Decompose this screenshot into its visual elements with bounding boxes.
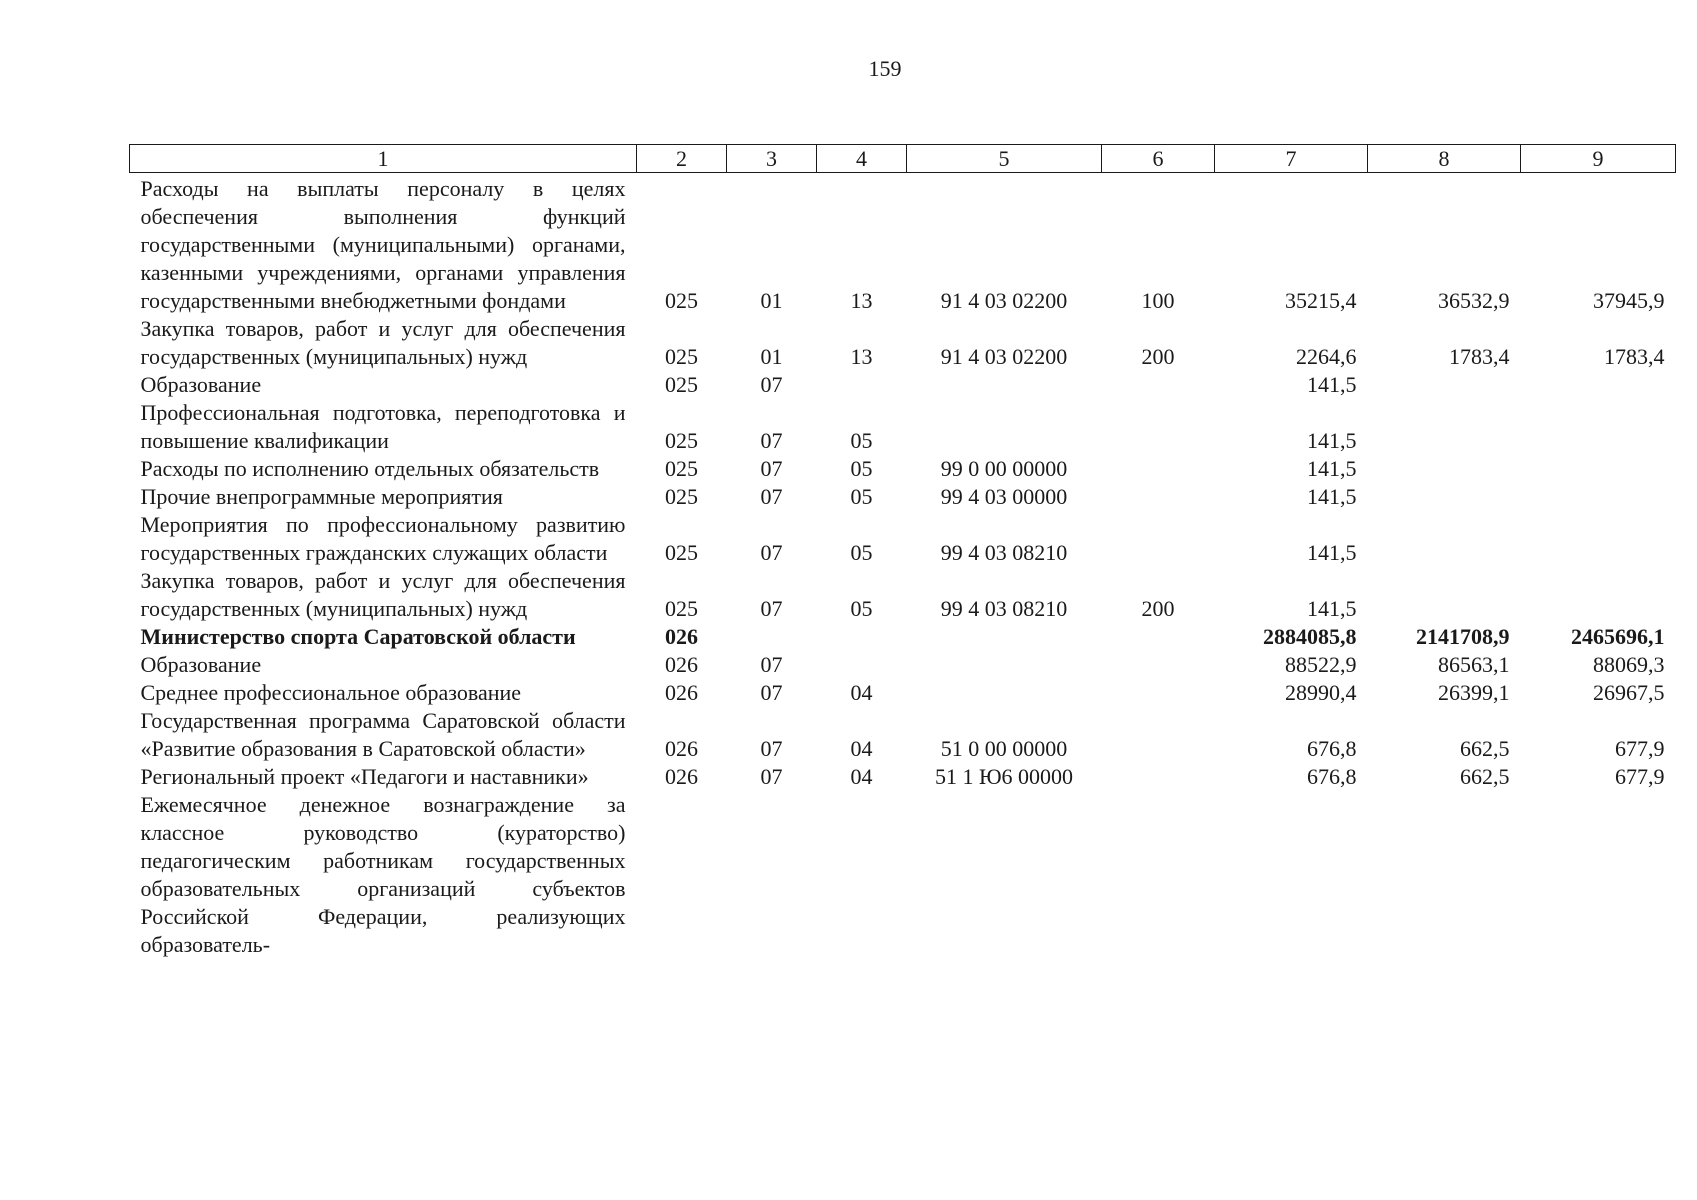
- table-row: [130, 707, 1676, 763]
- amount-col7-cell: 141,5: [1307, 484, 1357, 509]
- subsection-code-cell: 04: [850, 764, 873, 789]
- amount-col9-cell: 677,9: [1615, 764, 1665, 789]
- header-cell: 1: [130, 145, 637, 173]
- subsection-code-cell: 05: [850, 484, 873, 509]
- admin-code-cell: 026: [665, 624, 698, 649]
- amount-col7-cell: 676,8: [1307, 736, 1357, 761]
- header-cell: 3: [727, 145, 817, 173]
- row-name-cell: Мероприятия по профессиональному развитию государственных гражданских служащих области: [140, 512, 626, 565]
- subsection-code-cell: 05: [850, 456, 873, 481]
- amount-col7-cell: [1215, 791, 1368, 959]
- admin-code-cell: 025: [665, 288, 698, 313]
- row-name-cell: Закупка товаров, работ и услуг для обеспечения государственных (муниципальных) нужд: [140, 568, 626, 621]
- expense-type-cell: 200: [1141, 596, 1175, 621]
- subsection-code-cell: [817, 651, 907, 679]
- target-article-cell: [907, 399, 1102, 455]
- subsection-code-cell: 13: [850, 288, 873, 313]
- row-name-cell: Ежемесячное денежное вознаграждение за классное руководство (кураторство) педагогическим работникам государственных образовательных организаций субъектов Российской Федерации, реализующих образователь-: [140, 792, 626, 957]
- expense-type-cell: 100: [1141, 288, 1175, 313]
- row-name-cell: Профессиональная подготовка, переподготовка и повышение квалификации: [140, 400, 626, 453]
- subsection-code-cell: [817, 791, 907, 959]
- amount-col9-cell: [1521, 567, 1676, 623]
- amount-col9-cell: [1521, 455, 1676, 483]
- target-article-cell: 99 0 00 00000: [940, 456, 1068, 481]
- section-code-cell: 01: [760, 288, 783, 313]
- table-row: [130, 791, 1676, 959]
- table-row: [130, 651, 1676, 679]
- amount-col9-cell: 37945,9: [1593, 288, 1665, 313]
- admin-code-cell: 025: [665, 372, 698, 397]
- section-code-cell: 07: [760, 428, 783, 453]
- subsection-code-cell: 13: [850, 344, 873, 369]
- target-article-cell: 51 1 Ю6 00000: [934, 764, 1074, 789]
- amount-col9-cell: [1521, 511, 1676, 567]
- amount-col7-cell: 28990,4: [1285, 680, 1357, 705]
- section-code-cell: 07: [760, 484, 783, 509]
- admin-code-cell: 025: [665, 344, 698, 369]
- amount-col8-cell: [1368, 399, 1521, 455]
- row-name-cell: Образование: [140, 372, 262, 397]
- amount-col7-cell: 141,5: [1307, 372, 1357, 397]
- amount-col9-cell: [1521, 371, 1676, 399]
- amount-col8-cell: [1368, 371, 1521, 399]
- amount-col8-cell: [1368, 567, 1521, 623]
- amount-col9-cell: [1521, 399, 1676, 455]
- table-row: [130, 679, 1676, 707]
- section-code-cell: 07: [760, 372, 783, 397]
- admin-code-cell: 026: [665, 736, 698, 761]
- subsection-code-cell: 04: [850, 680, 873, 705]
- section-code-cell: 07: [760, 540, 783, 565]
- amount-col9-cell: 26967,5: [1593, 680, 1665, 705]
- section-code-cell: 07: [760, 764, 783, 789]
- subsection-code-cell: [817, 371, 907, 399]
- target-article-cell: 99 4 03 08210: [940, 540, 1068, 565]
- section-code-cell: 07: [760, 736, 783, 761]
- amount-col8-cell: 2141708,9: [1416, 624, 1510, 649]
- header-cell: 2: [637, 145, 727, 173]
- target-article-cell: [907, 791, 1102, 959]
- row-name-cell: Закупка товаров, работ и услуг для обеспечения государственных (муниципальных) нужд: [140, 316, 626, 369]
- amount-col7-cell: 88522,9: [1285, 652, 1357, 677]
- amount-col7-cell: 141,5: [1307, 540, 1357, 565]
- table-row: [130, 623, 1676, 651]
- expense-type-cell: [1102, 791, 1215, 959]
- target-article-cell: 99 4 03 00000: [940, 484, 1068, 509]
- subsection-code-cell: 05: [850, 428, 873, 453]
- section-code-cell: 01: [760, 344, 783, 369]
- subsection-code-cell: [817, 623, 907, 651]
- section-code-cell: 07: [760, 596, 783, 621]
- subsection-code-cell: 04: [850, 736, 873, 761]
- target-article-cell: 91 4 03 02200: [940, 288, 1068, 313]
- expense-type-cell: [1102, 763, 1215, 791]
- admin-code-cell: 026: [665, 652, 698, 677]
- target-article-cell: 51 0 00 00000: [940, 736, 1068, 761]
- amount-col9-cell: 1783,4: [1604, 344, 1665, 369]
- admin-code-cell: 025: [665, 540, 698, 565]
- admin-code-cell: 025: [665, 596, 698, 621]
- admin-code-cell: 025: [665, 428, 698, 453]
- target-article-cell: 91 4 03 02200: [940, 344, 1068, 369]
- amount-col9-cell: 2465696,1: [1571, 624, 1665, 649]
- section-code-cell: 07: [760, 680, 783, 705]
- expense-type-cell: 200: [1141, 344, 1175, 369]
- expense-type-cell: [1102, 707, 1215, 763]
- table-body: [130, 173, 1676, 960]
- table-row: [130, 315, 1676, 371]
- expense-type-cell: [1102, 651, 1215, 679]
- expense-type-cell: [1102, 483, 1215, 511]
- table-row: [130, 567, 1676, 623]
- row-name-cell: Региональный проект «Педагоги и наставники»: [140, 764, 589, 789]
- budget-table: [129, 144, 1676, 959]
- subsection-code-cell: 05: [850, 596, 873, 621]
- admin-code-cell: [637, 791, 727, 959]
- header-cell: 5: [907, 145, 1102, 173]
- subsection-code-cell: 05: [850, 540, 873, 565]
- amount-col8-cell: 26399,1: [1438, 680, 1510, 705]
- amount-col9-cell: 88069,3: [1593, 652, 1665, 677]
- header-row: [130, 145, 1676, 173]
- amount-col8-cell: [1368, 455, 1521, 483]
- table-row: [130, 455, 1676, 483]
- admin-code-cell: 025: [665, 484, 698, 509]
- amount-col8-cell: 662,5: [1460, 736, 1510, 761]
- amount-col8-cell: 662,5: [1460, 764, 1510, 789]
- admin-code-cell: 026: [665, 764, 698, 789]
- section-code-cell: [727, 791, 817, 959]
- target-article-cell: [907, 651, 1102, 679]
- amount-col7-cell: 2884085,8: [1263, 624, 1357, 649]
- table-row: [130, 763, 1676, 791]
- page-number: 159: [868, 56, 902, 81]
- row-name-cell: Расходы на выплаты персоналу в целях обеспечения выполнения функций государственными (муниципальными) органами, казенными учреждениями, органами управления государственными внебюджетными фондами: [140, 176, 626, 313]
- amount-col7-cell: 35215,4: [1285, 288, 1357, 313]
- section-code-cell: 07: [760, 456, 783, 481]
- amount-col8-cell: 36532,9: [1438, 288, 1510, 313]
- row-name-cell: Государственная программа Саратовской области «Развитие образования в Саратовской области»: [140, 708, 626, 761]
- amount-col8-cell: 1783,4: [1449, 344, 1510, 369]
- expense-type-cell: [1102, 511, 1215, 567]
- amount-col8-cell: 86563,1: [1438, 652, 1510, 677]
- header-cell: 4: [817, 145, 907, 173]
- expense-type-cell: [1102, 455, 1215, 483]
- amount-col8-cell: [1368, 791, 1521, 959]
- target-article-cell: 99 4 03 08210: [940, 596, 1068, 621]
- expense-type-cell: [1102, 371, 1215, 399]
- table-row: [130, 173, 1676, 316]
- target-article-cell: [907, 371, 1102, 399]
- expense-type-cell: [1102, 679, 1215, 707]
- amount-col7-cell: 141,5: [1307, 428, 1357, 453]
- header-cell: 6: [1102, 145, 1215, 173]
- header-cell: 9: [1521, 145, 1676, 173]
- target-article-cell: [907, 623, 1102, 651]
- row-name-cell: Среднее профессиональное образование: [140, 680, 522, 705]
- amount-col7-cell: 141,5: [1307, 596, 1357, 621]
- amount-col7-cell: 2264,6: [1296, 344, 1357, 369]
- amount-col9-cell: [1521, 483, 1676, 511]
- admin-code-cell: 026: [665, 680, 698, 705]
- section-code-cell: [727, 623, 817, 651]
- header-cell: 7: [1215, 145, 1368, 173]
- table-row: [130, 511, 1676, 567]
- expense-type-cell: [1102, 399, 1215, 455]
- expense-type-cell: [1102, 623, 1215, 651]
- row-name-cell: Расходы по исполнению отдельных обязательств: [140, 456, 600, 481]
- row-name-cell: Прочие внепрограммные мероприятия: [140, 484, 503, 509]
- table-row: [130, 483, 1676, 511]
- amount-col8-cell: [1368, 511, 1521, 567]
- table-row: [130, 399, 1676, 455]
- header-cell: 8: [1368, 145, 1521, 173]
- admin-code-cell: 025: [665, 456, 698, 481]
- amount-col8-cell: [1368, 483, 1521, 511]
- amount-col9-cell: 677,9: [1615, 736, 1665, 761]
- row-name-cell: Образование: [140, 652, 262, 677]
- row-name-cell: Министерство спорта Саратовской области: [140, 624, 576, 649]
- amount-col7-cell: 676,8: [1307, 764, 1357, 789]
- target-article-cell: [907, 679, 1102, 707]
- section-code-cell: 07: [760, 652, 783, 677]
- table-row: [130, 371, 1676, 399]
- amount-col9-cell: [1521, 791, 1676, 959]
- amount-col7-cell: 141,5: [1307, 456, 1357, 481]
